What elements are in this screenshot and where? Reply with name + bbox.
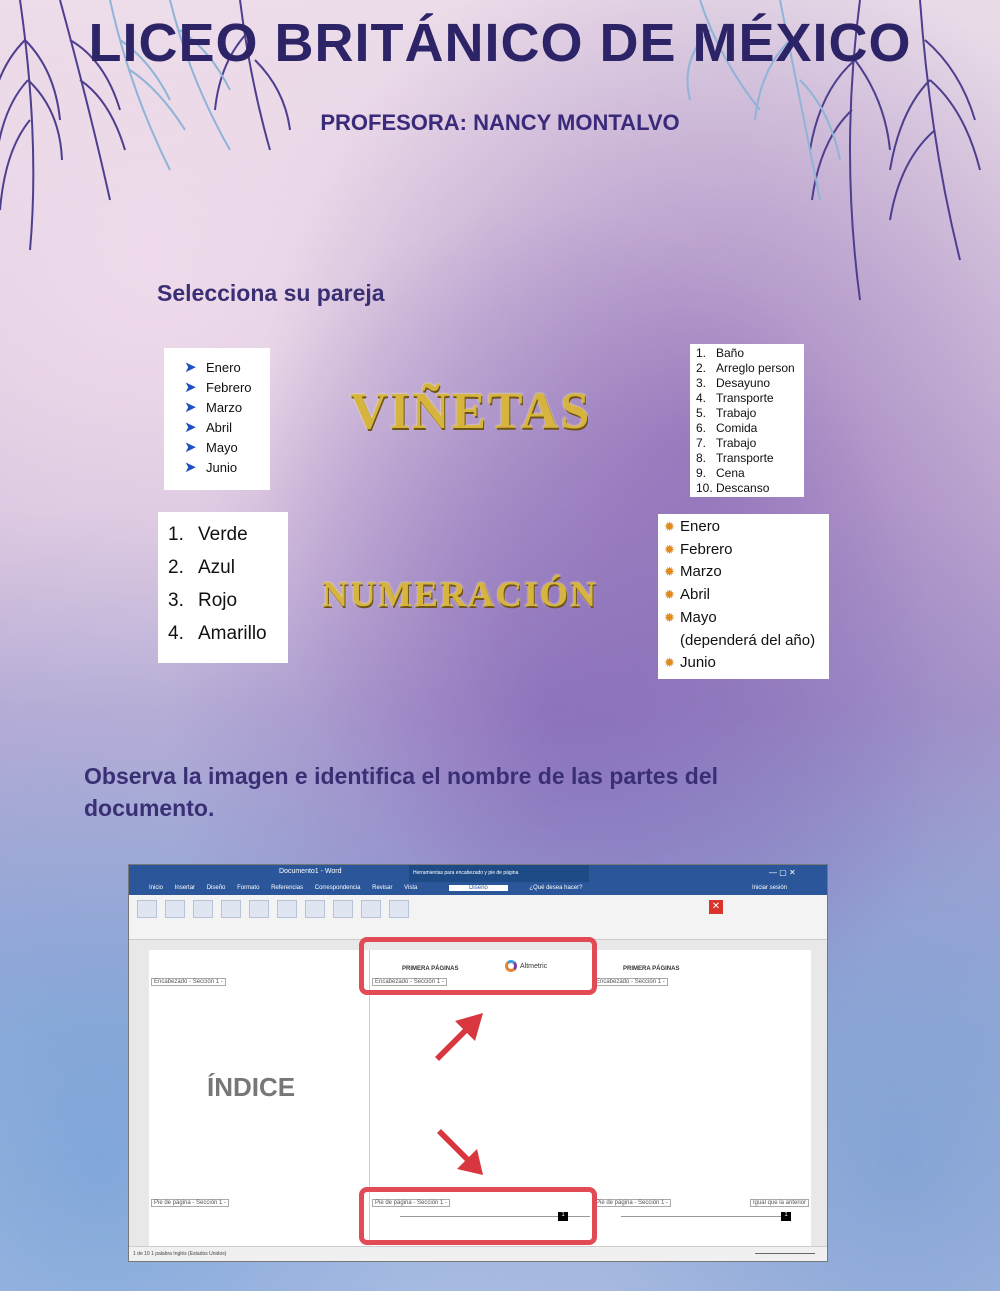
arrow-bullet-icon: ➤	[184, 399, 197, 416]
list-item: Arreglo person	[716, 361, 795, 375]
header-tag: Encabezado - Sección 1 -	[151, 978, 226, 986]
header-tag: Encabezado - Sección 1 -	[372, 978, 447, 986]
label-numeracion[interactable]: NUMERACIÓN	[322, 574, 598, 614]
close-header-footer-icon[interactable]: ✕	[709, 900, 723, 914]
altmetric-logo: Altmetric	[505, 960, 547, 972]
tab-inicio[interactable]: Inicio	[149, 885, 164, 891]
arrow-bullet-icon: ➤	[184, 379, 197, 396]
arrow-down-right-icon	[435, 1121, 495, 1181]
arrow-bullet-list-card[interactable]	[164, 348, 270, 490]
list-item: Cena	[716, 466, 745, 480]
sun-bullet-icon: ✹	[664, 655, 675, 671]
numbered-routine-list-card[interactable]: 1. Baño 2. Arreglo person 3. Desayuno 4. Transporte 5. Trabajo 6. Comida 7. Trabajo 8. Transporte 9. Cena 10. Descanso	[690, 344, 804, 497]
ribbon-button[interactable]	[277, 900, 297, 918]
footer-tag: Pie de página - Sección 1 -	[372, 1199, 450, 1207]
context-tab-label: Herramientas para encabezado y pie de página	[409, 865, 589, 882]
list-item: Mayo	[680, 608, 717, 626]
list-item: Mayo	[206, 440, 238, 455]
tab-insertar[interactable]: Insertar	[174, 885, 196, 891]
ribbon-button[interactable]	[389, 900, 409, 918]
sun-bullet-icon: ✹	[664, 541, 675, 557]
list-item: Abril	[680, 586, 711, 604]
ribbon-button[interactable]	[249, 900, 269, 918]
page-number: 1	[781, 1212, 791, 1221]
list-item: Enero	[206, 360, 241, 375]
list-item: Amarillo	[198, 623, 267, 644]
status-text: 1 de 10 1 palabra Inglés (Estados Unidos)	[133, 1251, 227, 1257]
page-left	[149, 950, 369, 1246]
arrow-bullet-icon: ➤	[184, 359, 197, 376]
list-item: Marzo	[680, 563, 722, 581]
list-item: Baño	[716, 346, 745, 360]
word-title-bar	[129, 865, 827, 882]
sun-bullet-icon: ✹	[664, 609, 675, 625]
numbered-colors-list-card[interactable]: 1. Verde 2. Azul 3. Rojo 4. Amarillo	[158, 512, 288, 663]
zoom-slider[interactable]	[755, 1253, 815, 1254]
arrow-bullet-icon: ➤	[184, 419, 197, 436]
list-item: Transporte	[716, 391, 774, 405]
label-vinetas[interactable]: VIÑETAS	[350, 383, 592, 440]
list-item: Desayuno	[716, 376, 771, 390]
list-item: Azul	[198, 557, 235, 578]
list-item: Junio	[680, 654, 716, 672]
instruction-observe: Observa la imagen e identifica el nombre de las partes del documento.	[84, 763, 719, 821]
tab-revisar[interactable]: Revisar	[372, 885, 393, 891]
ribbon-body	[129, 895, 827, 940]
arrow-bullet-icon: ➤	[184, 459, 197, 476]
page-label: PRIMERA PÁGINAS	[623, 966, 680, 972]
index-label: ÍNDICE	[207, 1072, 296, 1102]
word-screenshot	[128, 864, 828, 1262]
footer-tag: Pie de página - Sección 1 -	[593, 1199, 671, 1207]
ribbon-buttons	[137, 900, 409, 918]
tab-formato[interactable]: Formato	[237, 885, 260, 891]
list-item: Abril	[206, 420, 233, 435]
status-bar	[129, 1246, 827, 1261]
list-item: (dependerá del año)	[680, 631, 816, 649]
ribbon-button[interactable]	[221, 900, 241, 918]
ribbon-tabs	[129, 882, 827, 895]
ribbon-button[interactable]	[165, 900, 185, 918]
page-number: 1	[558, 1212, 568, 1221]
ribbon-button[interactable]	[137, 900, 157, 918]
header-tag: Encabezado - Sección 1 -	[593, 978, 668, 986]
sun-bullet-icon: ✹	[664, 587, 675, 603]
list-item: Rojo	[198, 590, 238, 611]
window-title: Documento1 - Word	[279, 868, 342, 875]
ribbon-button[interactable]	[361, 900, 381, 918]
teacher-name: PROFESORA: NANCY MONTALVO	[320, 110, 680, 135]
list-item: Febrero	[206, 380, 252, 395]
tab-diseno-active[interactable]: Diseño	[449, 885, 508, 891]
list-item: Enero	[680, 518, 721, 535]
instruction-select-pair: Selecciona su pareja	[157, 280, 385, 306]
list-item: Descanso	[716, 481, 770, 495]
same-as-previous-tag: Igual que la anterior	[750, 1199, 809, 1207]
list-item: Verde	[198, 524, 248, 545]
list-item: Marzo	[206, 400, 243, 415]
list-item: Febrero	[680, 540, 733, 558]
tab-diseno[interactable]: Diseño	[206, 885, 226, 891]
footer-line	[621, 1216, 791, 1217]
footer-tag: Pie de página - Sección 1 -	[151, 1199, 229, 1207]
page-right	[591, 950, 811, 1246]
list-item: Comida	[716, 421, 758, 435]
window-controls-icon[interactable]: — ▢ ✕	[769, 868, 796, 877]
list-item: Transporte	[716, 451, 774, 465]
arrow-up-right-icon	[427, 1005, 491, 1069]
arrow-bullet-icon: ➤	[184, 439, 197, 456]
ribbon-button[interactable]	[305, 900, 325, 918]
tab-vista[interactable]: Vista	[404, 885, 418, 891]
tell-me-box[interactable]: ¿Qué desea hacer?	[529, 885, 583, 891]
list-item: Junio	[206, 460, 238, 475]
sun-bullet-icon: ✹	[664, 519, 675, 534]
ribbon-button[interactable]	[333, 900, 353, 918]
page-label: PRIMERA PÁGINAS	[402, 966, 459, 972]
ribbon-button[interactable]	[193, 900, 213, 918]
tab-referencias[interactable]: Referencias	[271, 885, 304, 891]
signin-link[interactable]: Iniciar sesión	[751, 885, 787, 891]
tab-correspondencia[interactable]: Correspondencia	[314, 885, 361, 891]
header-highlight	[359, 937, 597, 995]
school-title: LICEO BRITÁNICO DE MÉXICO	[88, 13, 912, 73]
list-item: Trabajo	[716, 406, 757, 420]
star-bullet-list-card[interactable]	[658, 514, 829, 679]
list-item: Trabajo	[716, 436, 757, 450]
sun-bullet-icon: ✹	[664, 564, 675, 580]
footer-highlight	[359, 1187, 597, 1245]
